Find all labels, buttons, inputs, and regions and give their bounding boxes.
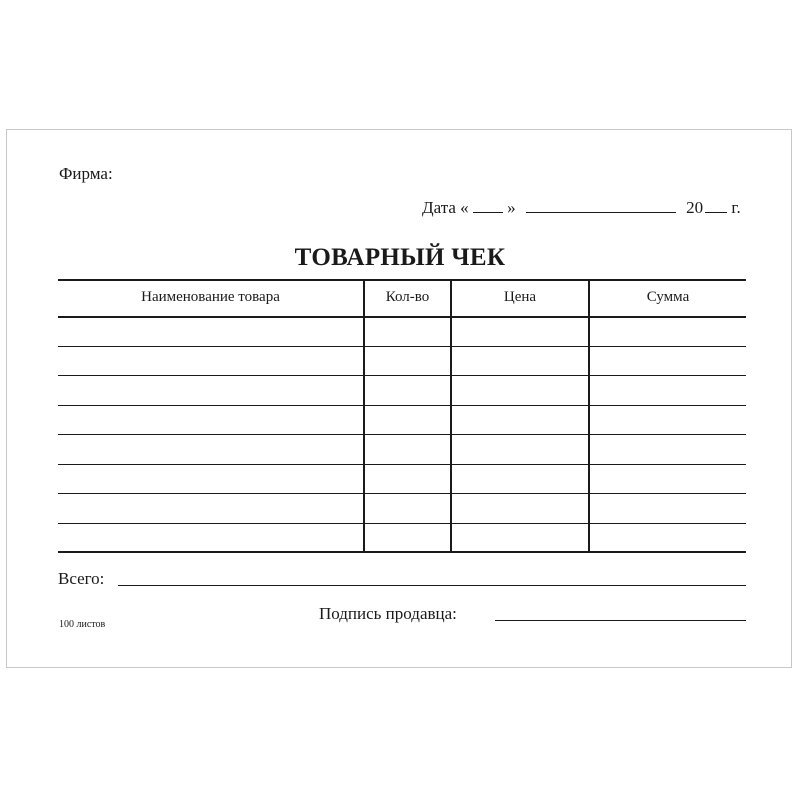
- day-blank[interactable]: [473, 198, 503, 213]
- table-row-rule: [58, 434, 746, 435]
- seller-signature-label: Подпись продавца:: [319, 604, 457, 623]
- seller-signature-blank[interactable]: [495, 620, 746, 621]
- total-label: Всего:: [58, 569, 105, 588]
- column-header-price: Цена: [503, 289, 537, 305]
- date-label: Дата «: [422, 198, 469, 217]
- table-row-rule: [58, 523, 746, 524]
- year-suffix: г.: [731, 198, 741, 217]
- column-divider: [450, 279, 452, 553]
- table-row-rule: [58, 375, 746, 376]
- table-header-rule: [58, 316, 746, 318]
- sheets-count: 100 листов: [59, 619, 106, 630]
- date-row: [422, 198, 741, 218]
- table-row-rule: [58, 405, 746, 406]
- total-blank[interactable]: [118, 585, 746, 586]
- table-bottom-rule: [58, 551, 746, 553]
- column-divider: [588, 279, 590, 553]
- column-header-quantity: Кол-во: [385, 289, 430, 305]
- year-blank[interactable]: [705, 198, 727, 213]
- month-blank[interactable]: [526, 198, 676, 213]
- date-quote-close: »: [507, 198, 516, 217]
- receipt-title: ТОВАРНЫЙ ЧЕК: [294, 244, 506, 271]
- firm-label: Фирма:: [59, 164, 113, 183]
- column-header-name: Наименование товара: [141, 289, 280, 305]
- column-header-sum: Сумма: [646, 289, 690, 305]
- year-prefix: 20: [686, 198, 704, 217]
- goods-table: [58, 279, 746, 553]
- table-row-rule: [58, 493, 746, 494]
- table-row-rule: [58, 346, 746, 347]
- table-top-rule: [58, 279, 746, 281]
- table-row-rule: [58, 464, 746, 465]
- column-divider: [363, 279, 365, 553]
